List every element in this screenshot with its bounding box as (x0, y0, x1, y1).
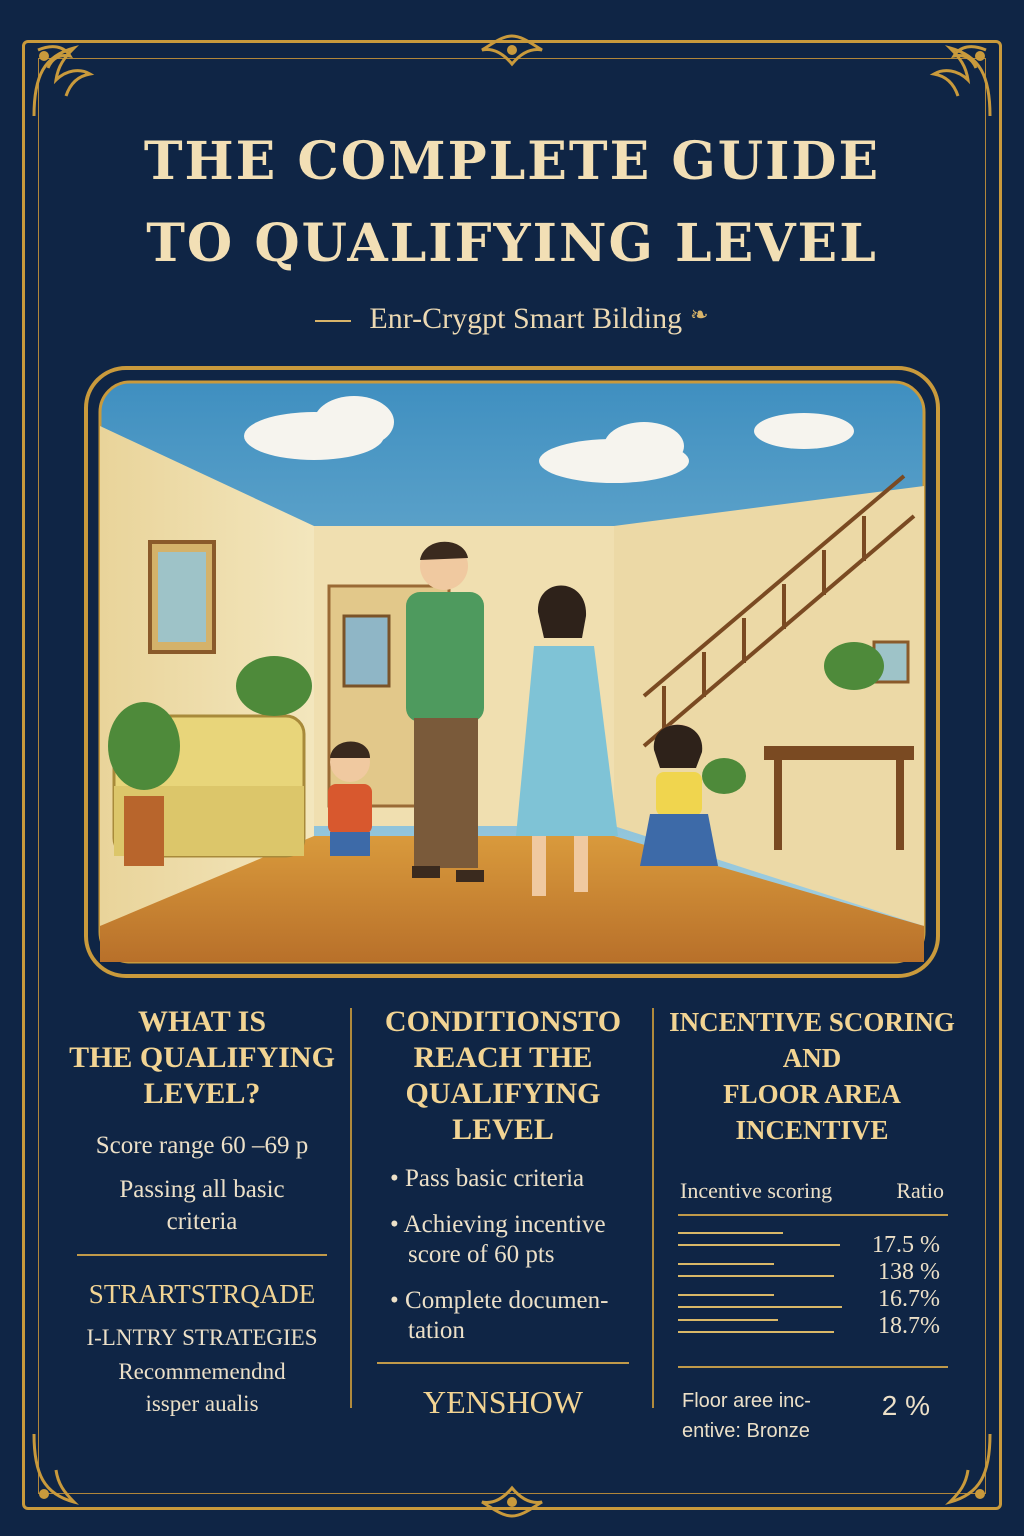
swirl-icon: ❧ (690, 302, 709, 327)
incentive-table (662, 1232, 962, 1346)
col3-heading (662, 1004, 962, 1148)
ratio-value: 16.7% (878, 1286, 940, 1312)
column-divider (350, 1008, 352, 1408)
table-header-right: Ratio (896, 1178, 944, 1203)
divider-rule (77, 1254, 327, 1256)
col1-section2-body (60, 1356, 344, 1420)
col1-section2-sub: I-LNTRY STRATEGIES (86, 1325, 318, 1350)
row-line (678, 1275, 834, 1277)
divider-rule (377, 1362, 629, 1364)
col2-footer-label: YENSHOW (423, 1384, 583, 1420)
table-header-left: Incentive scoring (680, 1178, 833, 1203)
col3-heading-line: INCENTIVE SCORING (669, 1007, 955, 1037)
col1-heading (60, 1004, 344, 1112)
ratio-value: 18.7% (878, 1313, 940, 1339)
conditions-list (362, 1164, 644, 1346)
passing-line: Passing all basic (119, 1176, 285, 1203)
family-home-illustration (84, 366, 940, 978)
floor-area-value: 2 % (881, 1390, 930, 1421)
col2-heading (362, 1004, 644, 1148)
body-line: issper aualis (145, 1391, 259, 1416)
floor-area-line: Floor aree inc- (682, 1390, 811, 1412)
col1-section2-heading: STRARTSTRQADE (88, 1279, 316, 1309)
column-what-is (60, 1000, 344, 1440)
passing-line: criteria (166, 1208, 238, 1235)
ratio-value: 17.5 % (872, 1232, 940, 1258)
col3-heading-line: FLOOR AREA INCENTIVE (723, 1079, 901, 1145)
list-item: • Achieving incentive score of 60 pts (390, 1211, 606, 1268)
corner-ornament-icon (910, 36, 1000, 126)
passing-criteria (60, 1174, 344, 1238)
list-item: • Complete documen-tation (390, 1287, 609, 1344)
bullet-text: Complete documen-tation (405, 1287, 609, 1344)
bottom-ornament-icon (462, 1482, 562, 1522)
table-header (662, 1178, 962, 1204)
col1-heading-line: LEVEL? (143, 1077, 261, 1110)
page-title-line1: THE COMPLETE GUIDE (143, 131, 881, 192)
subtitle: Enr-Crygpt Smart Bilding (369, 302, 683, 335)
row-line (678, 1263, 774, 1265)
col3-heading-line: AND (782, 1043, 842, 1073)
list-item: • Pass basic criteria (390, 1165, 585, 1192)
score-range: Score range 60 –69 p (95, 1132, 309, 1159)
table-row (662, 1313, 962, 1346)
col2-heading-line: REACH THE (413, 1041, 593, 1074)
bullet-text: Pass basic criteria (405, 1165, 585, 1192)
floor-area-row (662, 1386, 962, 1456)
ratio-value: 138 % (878, 1259, 940, 1285)
col1-heading-line: WHAT IS (137, 1005, 267, 1038)
row-line (678, 1319, 778, 1321)
divider-rule (678, 1366, 948, 1368)
col2-heading-line: CONDITIONSTO (384, 1005, 622, 1038)
col2-heading-line: QUALIFYING LEVEL (405, 1077, 601, 1146)
column-conditions (362, 1000, 644, 1440)
column-incentive (662, 1000, 962, 1440)
row-line (678, 1244, 840, 1246)
row-line (678, 1232, 783, 1234)
row-line (678, 1306, 842, 1308)
body-line: Recommemendnd (118, 1359, 286, 1384)
top-ornament-icon (462, 30, 562, 70)
subtitle-dash (315, 320, 351, 322)
column-divider (652, 1008, 654, 1408)
floor-area-line: entive: Bronze (682, 1420, 810, 1442)
corner-ornament-icon (24, 36, 114, 126)
row-line (678, 1331, 834, 1333)
page-title-line2: TO QUALIFYING LEVEL (146, 213, 878, 274)
subtitle-row (0, 302, 1024, 336)
row-line (678, 1294, 774, 1296)
bullet-text: Achieving incentive score of 60 pts (403, 1211, 606, 1268)
col1-heading-line: THE QUALIFYING (69, 1041, 335, 1074)
table-header-rule (678, 1214, 948, 1216)
floor-area-label (682, 1386, 811, 1446)
